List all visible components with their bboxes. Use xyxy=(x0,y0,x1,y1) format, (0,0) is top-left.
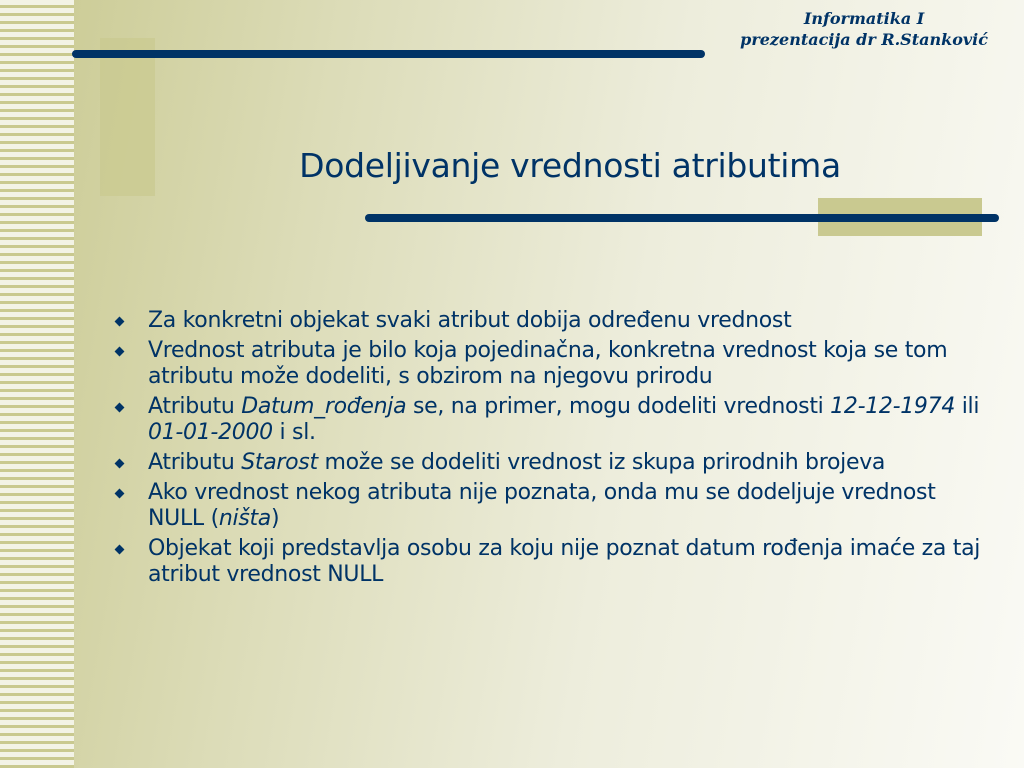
bullet-text: ili xyxy=(955,394,980,419)
attribute-name-italic: Starost xyxy=(241,450,318,475)
bullet-text: se, na primer, mogu dodeliti vrednosti xyxy=(406,394,831,419)
null-meaning-italic: ništa xyxy=(218,506,271,531)
date-value-italic: 01-01-2000 xyxy=(148,420,273,445)
bullet-text: Za konkretni objekat svaki atribut dobija određenu vrednost xyxy=(148,308,792,333)
diamond-bullet-icon xyxy=(115,459,125,469)
diamond-bullet-icon xyxy=(115,545,125,555)
bullet-text: Objekat koji predstavlja osobu za koju nije poznat datum rođenja imaće za taj atribut vrednost NULL xyxy=(148,536,981,587)
bullet-item xyxy=(110,536,990,588)
decorative-square-left xyxy=(100,38,155,196)
decorative-bar-top xyxy=(72,50,705,58)
bullet-item xyxy=(110,338,990,390)
bullet-item xyxy=(110,308,990,334)
bullet-item xyxy=(110,480,990,532)
diamond-bullet-icon xyxy=(115,489,125,499)
bullet-text: i sl. xyxy=(272,420,316,445)
diamond-bullet-icon xyxy=(115,403,125,413)
diamond-bullet-icon xyxy=(115,347,125,357)
bullet-item xyxy=(110,394,990,446)
bullet-text: Atributu xyxy=(148,450,242,475)
bullet-list xyxy=(110,308,990,592)
bullet-item xyxy=(110,450,990,476)
date-value-italic: 12-12-1974 xyxy=(830,394,956,419)
bullet-text: može se dodeliti vrednost iz skupa prirodnih brojeva xyxy=(317,450,886,475)
bullet-text: ) xyxy=(271,506,280,531)
decorative-bar-title xyxy=(365,214,999,222)
slide-title: Dodeljivanje vrednosti atributima xyxy=(299,146,841,185)
attribute-name-italic: Datum_rođenja xyxy=(241,394,407,419)
header-line-1: Informatika I xyxy=(803,9,925,28)
bullet-text: Atributu xyxy=(148,394,242,419)
decorative-stripes xyxy=(0,0,74,768)
bullet-text: Vrednost atributa je bilo koja pojedinačna, konkretna vrednost koja se tom atributu može dodeliti, s obzirom na njegovu prirodu xyxy=(148,338,948,389)
diamond-bullet-icon xyxy=(115,317,125,327)
bullet-text: Ako vrednost nekog atributa nije poznata, onda mu se dodeljuje vrednost NULL ( xyxy=(148,480,936,531)
header-note xyxy=(740,8,988,50)
header-line-2: prezentacija dr R.Stanković xyxy=(740,30,988,49)
